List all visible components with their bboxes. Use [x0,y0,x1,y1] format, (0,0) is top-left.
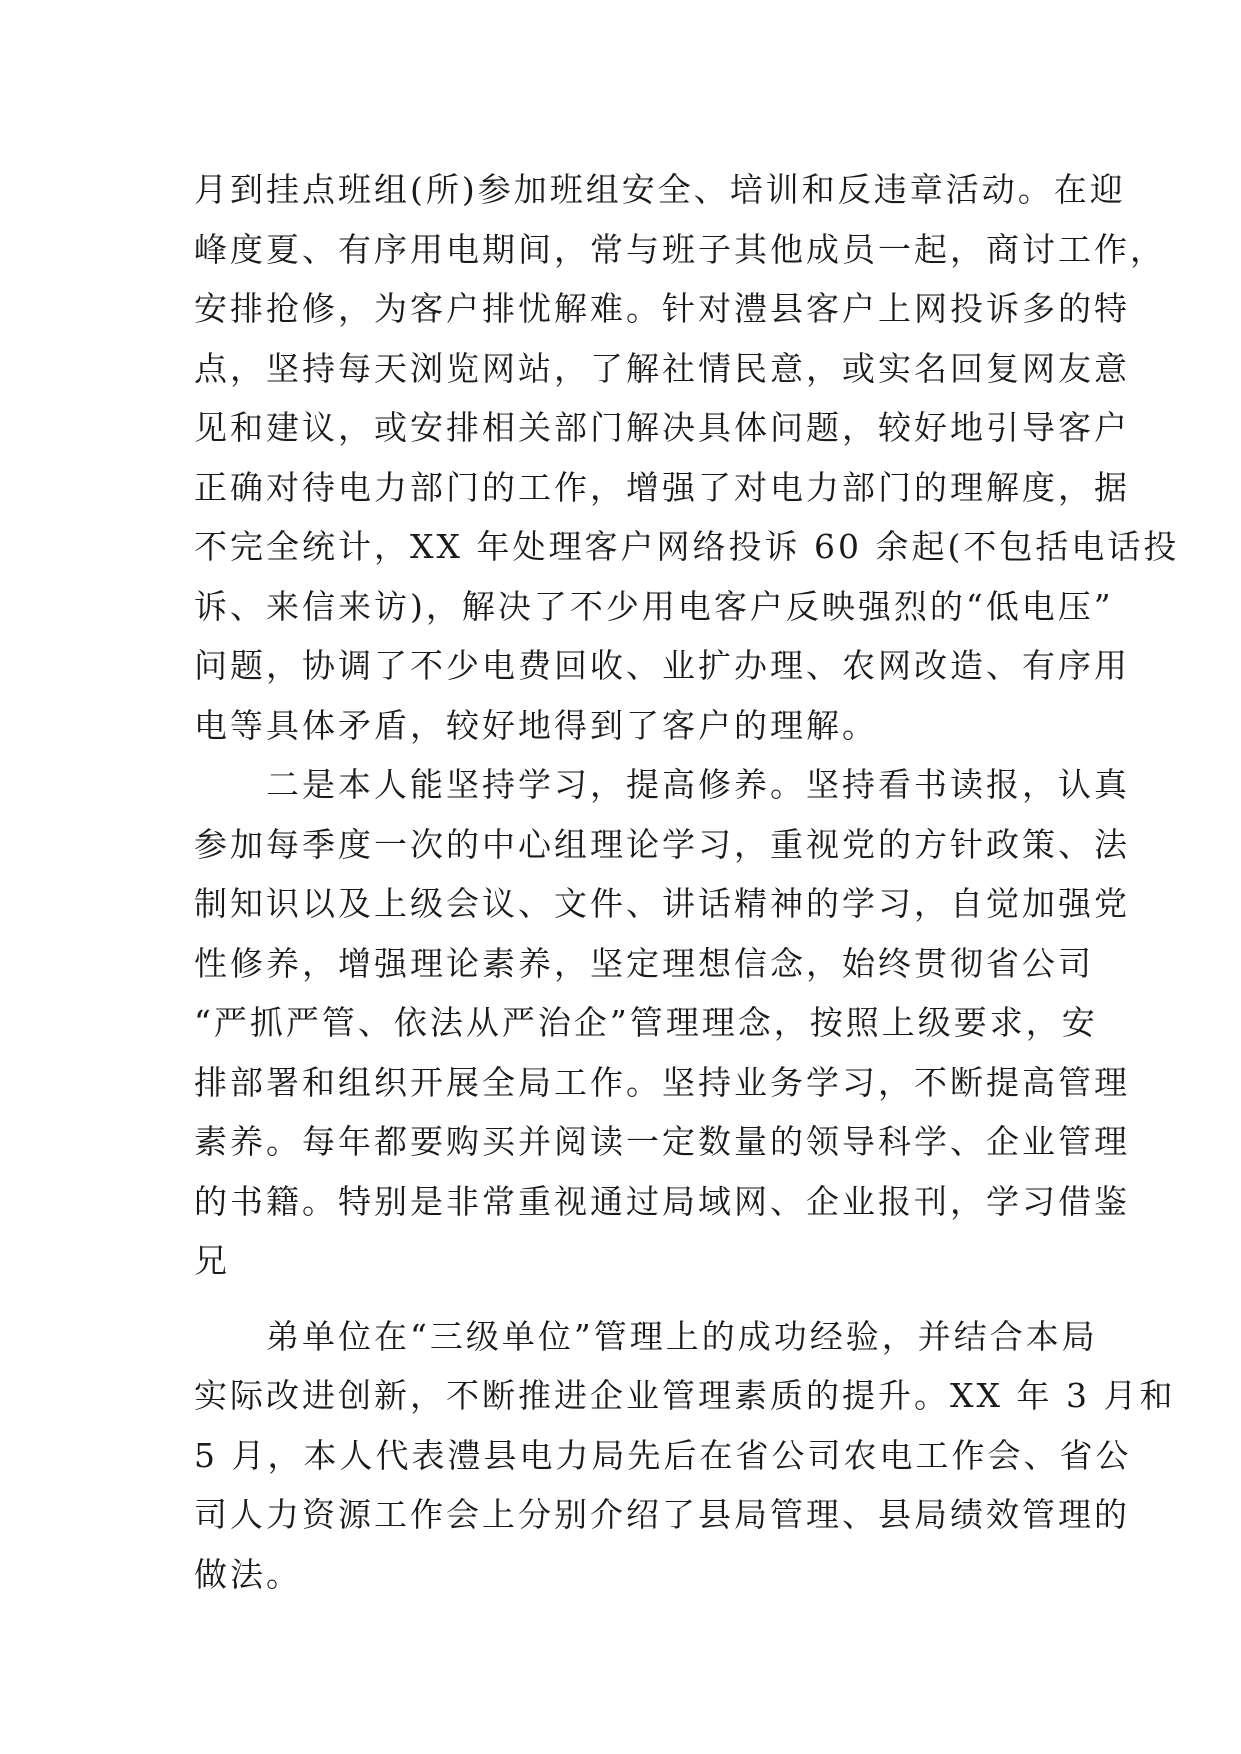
text-line: 见和建议，或安排相关部门解决具体问题，较好地引导客户 [194,408,1130,447]
text-line: 正确对待电力部门的工作，增强了对电力部门的理解度，据 [194,467,1130,507]
text-line: 电等具体矛盾，较好地得到了客户的理解。 [194,705,878,745]
text-line: 二是本人能坚持学习，提高修养。坚持看书读报，认真 [194,765,1130,804]
text-line: 参加每季度一次的中心组理论学习，重视党的方针政策、法 [194,824,1130,864]
text-line: 排部署和组织开展全局工作。坚持业务学习，不断提高管理 [194,1062,1130,1102]
text-line: 不完全统计，XX 年处理客户网络投诉 60 余起(不包括电话投 [194,527,1180,566]
text-line: 5 月，本人代表澧县电力局先后在省公司农电工作会、省公 [194,1435,1132,1475]
text-line: 性修养，增强理论素养，坚定理想信念，始终贯彻省公司 [194,943,1094,983]
text-line: 素养。每年都要购买并阅读一定数量的领导科学、企业管理 [194,1122,1130,1161]
paragraph-gap [194,1291,1054,1307]
text-line: 安排抢修，为客户排忧解难。针对澧县客户上网投诉多的特 [194,289,1130,328]
text-line: 实际改进创新，不断推进企业管理素质的提升。XX 年 3 月和 [194,1376,1176,1415]
text-line: 制知识以及上级会议、文件、讲话精神的学习，自觉加强党 [194,884,1130,923]
body-text [194,160,1180,1604]
text-line: 司人力资源工作会上分别介绍了县局管理、县局绩效管理的 [194,1495,1130,1534]
text-line: 兄 [194,1241,230,1280]
text-line: 的书籍。特别是非常重视通过局域网、企业报刊，学习借鉴 [194,1181,1130,1221]
text-line: 问题，协调了不少电费回收、业扩办理、农网改造、有序用 [194,646,1130,685]
text-line: 点，坚持每天浏览网站，了解社情民意，或实名回复网友意 [194,348,1130,388]
text-line: 弟单位在“三级单位”管理上的成功经验，并结合本局 [194,1316,1098,1356]
text-line: 诉、来信来访)，解决了不少用电客户反映强烈的“低电压” [194,586,1114,626]
text-line: “严抓严管、依法从严治企”管理理念，按照上级要求，安 [194,1003,1098,1042]
text-line: 做法。 [194,1554,302,1594]
text-line: 月到挂点班组(所)参加班组安全、培训和反违章活动。在迎 [194,170,1126,209]
text-line: 峰度夏、有序用电期间，常与班子其他成员一起，商讨工作， [194,229,1166,269]
